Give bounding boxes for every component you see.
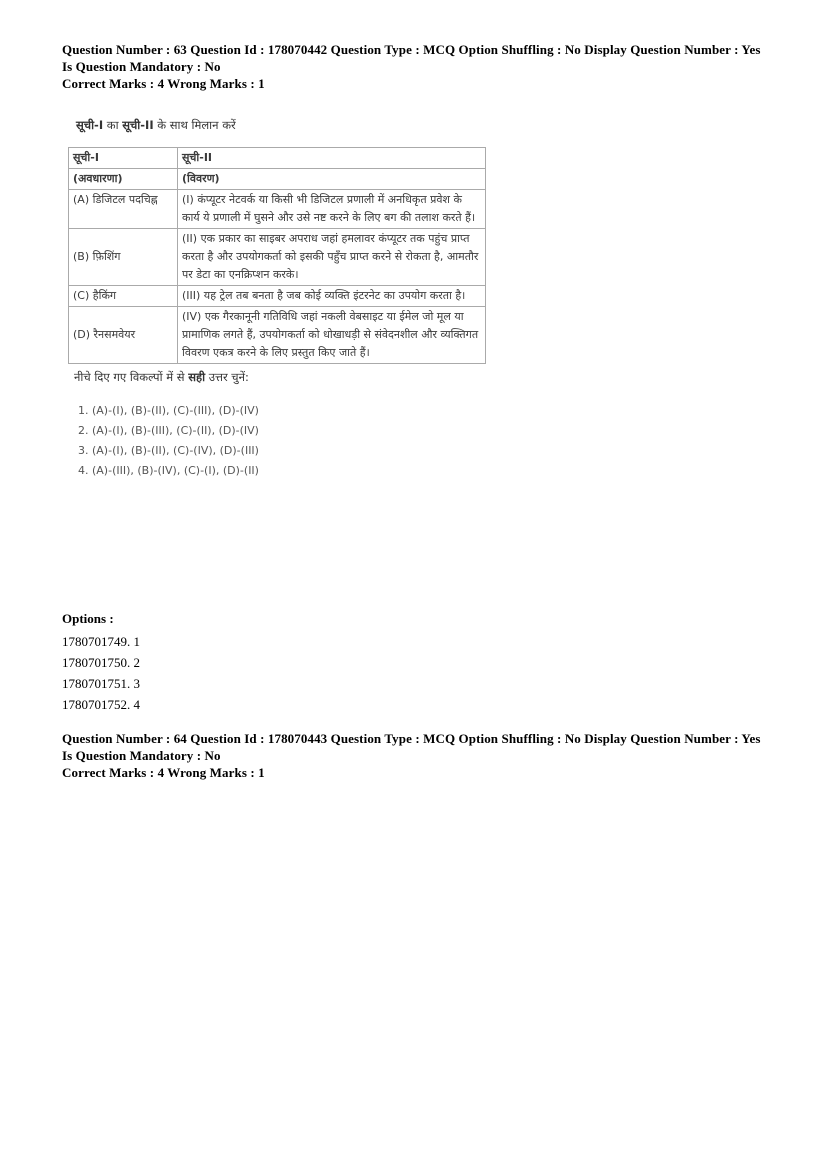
- concept-cell: (B) फ़िशिंग: [69, 229, 178, 286]
- question-63-header: [62, 41, 761, 92]
- concept-header: (अवधारणा): [69, 169, 178, 190]
- table-row: [69, 229, 486, 286]
- question-64-header: [62, 730, 761, 781]
- option-item: 1780701752. 4: [62, 697, 140, 712]
- question-63-info: Question Number : 63 Question Id : 178070442 Question Type : MCQ Option Shuffling : No Display Question Number : Yes: [62, 42, 761, 57]
- table-row: [69, 190, 486, 229]
- answer-choice: 3. (A)-(I), (B)-(II), (C)-(IV), (D)-(III): [78, 444, 259, 457]
- options-block: [62, 608, 140, 715]
- description-cell: (III) यह ट्रेल तब बनता है जब कोई व्यक्ति इंटरनेट का उपयोग करता है।: [178, 286, 486, 307]
- concept-cell: (A) डिजिटल पदचिह्न: [69, 190, 178, 229]
- question-63-marks: Correct Marks : 4 Wrong Marks : 1: [62, 76, 265, 91]
- options-title: Options :: [62, 611, 114, 626]
- table-header-row: [69, 148, 486, 169]
- description-header: (विवरण): [178, 169, 486, 190]
- table-row: [69, 286, 486, 307]
- description-cell: (I) कंप्यूटर नेटवर्क या किसी भी डिजिटल प्रणाली में अनधिकृत प्रवेश के कार्य ये प्रणाली में घुसने और उसे नष्ट करने के लिए बग की तलाश करते हैं।: [178, 190, 486, 229]
- question-64-mandatory: Is Question Mandatory : No: [62, 748, 221, 763]
- description-cell: (II) एक प्रकार का साइबर अपराध जहां हमलावर कंप्यूटर तक पहुंच प्राप्त करता है और उपयोगकर्ता को इसकी पहुँच प्राप्त करने से रोकता है, आमतौर पर डेटा का एनक्रिप्शन करके।: [178, 229, 486, 286]
- question-64-info: Question Number : 64 Question Id : 178070443 Question Type : MCQ Option Shuffling : No Display Question Number : Yes: [62, 731, 761, 746]
- table-row: [69, 307, 486, 364]
- option-item: 1780701749. 1: [62, 634, 140, 649]
- choose-instruction: नीचे दिए गए विकल्पों में से सही उत्तर चुनें:: [74, 370, 249, 384]
- answer-choice: 2. (A)-(I), (B)-(III), (C)-(II), (D)-(IV): [78, 424, 259, 437]
- answer-choices: [78, 401, 498, 481]
- list-2-header: सूची-II: [178, 148, 486, 169]
- question-63-mandatory: Is Question Mandatory : No: [62, 59, 221, 74]
- answer-choice: 1. (A)-(I), (B)-(II), (C)-(III), (D)-(IV): [78, 404, 259, 417]
- list-1-header: सूची-I: [69, 148, 178, 169]
- option-item: 1780701751. 3: [62, 676, 140, 691]
- concept-cell: (C) हैकिंग: [69, 286, 178, 307]
- description-cell: (IV) एक गैरकानूनी गतिविधि जहां नकली वेबसाइट या ईमेल जो मूल या प्रामाणिक लगते हैं, उपयोगकर्ता को धोखाधड़ी से संवेदनशील और व्यक्तिगत विवरण एकत्र करने के लिए प्रस्तुत किए जाते हैं।: [178, 307, 486, 364]
- option-item: 1780701750. 2: [62, 655, 140, 670]
- match-instruction: सूची-I का सूची-II के साथ मिलान करें: [76, 118, 236, 132]
- answer-choice: 4. (A)-(III), (B)-(IV), (C)-(I), (D)-(II): [78, 464, 259, 477]
- table-subheader-row: [69, 169, 486, 190]
- question-64-marks: Correct Marks : 4 Wrong Marks : 1: [62, 765, 265, 780]
- match-table: [68, 147, 486, 364]
- question-63-body: [68, 118, 498, 481]
- concept-cell: (D) रैनसमवेयर: [69, 307, 178, 364]
